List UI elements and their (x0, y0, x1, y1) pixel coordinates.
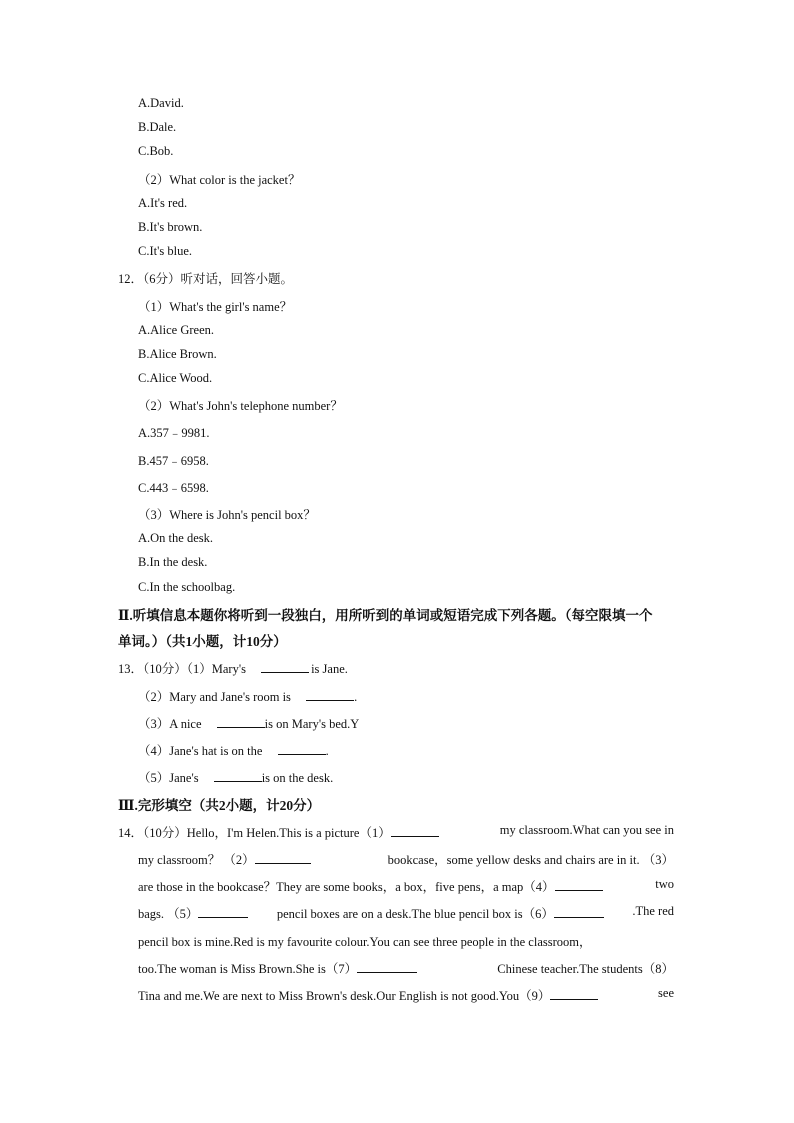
passage-line (138, 986, 674, 1004)
section-heading: Ⅱ.听填信息本题你将听到一段独白，用所听到的单词或短语完成下列各题。（每空限填一个 (118, 608, 653, 623)
option-a: A.David. (138, 96, 184, 110)
blank-1[interactable] (261, 660, 309, 673)
question-header: 12．（6分）听对话，回答小题。 (118, 272, 294, 286)
blank-5[interactable] (214, 769, 262, 782)
option-b: B.It's brown. (138, 220, 203, 234)
fill-text: is on the desk. (261, 771, 334, 785)
blank-6[interactable] (554, 905, 604, 918)
fill-text: . (325, 744, 329, 758)
sub-question: （3）Where is John's pencil box？ (138, 508, 316, 522)
sub-question: （2）What's John's telephone number？ (138, 399, 343, 413)
fill-text: . (354, 690, 358, 704)
blank-7[interactable] (357, 960, 417, 973)
option-a: A.It's red. (138, 196, 188, 210)
blank-1[interactable] (391, 824, 439, 837)
fill-line (138, 768, 333, 786)
fill-text: （4）Jane's hat is on the (138, 744, 263, 758)
blank-3[interactable] (217, 715, 265, 728)
option-c: C.Bob. (138, 144, 174, 158)
passage-text: .The red (632, 904, 674, 918)
fill-text: （2）Mary and Jane's room is (138, 690, 291, 704)
passage-line (118, 823, 674, 841)
option-b: B.Alice Brown. (138, 347, 217, 361)
passage-text: Tina and me.We are next to Miss Brown's desk.Our English is not good.You（9） (138, 989, 551, 1003)
fill-line (138, 714, 359, 732)
blank-2[interactable] (306, 688, 354, 701)
sub-question: （2）What color is the jacket？ (138, 173, 301, 187)
section-heading-cont: 单词。）（共1小题，计10分） (118, 634, 287, 649)
fill-line (138, 687, 357, 705)
passage-text: 14．（10分）Hello，I'm Helen.This is a picture（1） (118, 826, 391, 840)
passage-line (138, 932, 674, 950)
passage-text: see (658, 986, 674, 1000)
passage-text: too.The woman is Miss Brown.She is（7） (138, 962, 358, 976)
passage-line (138, 904, 674, 922)
option-a: A.357﹣9981. (138, 426, 210, 440)
fill-text: （3）A nice (138, 717, 202, 731)
option-c: C.443﹣6598. (138, 481, 209, 495)
passage-text: two (655, 877, 674, 891)
option-c: C.In the schoolbag. (138, 580, 236, 594)
passage-line (138, 850, 674, 868)
fill-line (138, 741, 329, 759)
blank-4[interactable] (555, 878, 603, 891)
blank-9[interactable] (550, 987, 598, 1000)
passage-line (138, 959, 674, 977)
option-a: A.On the desk. (138, 531, 213, 545)
option-b: B.In the desk. (138, 555, 208, 569)
option-c: C.Alice Wood. (138, 371, 213, 385)
passage-text: bags. （5） (138, 907, 199, 921)
fill-text: is on Mary's bed.Y (264, 717, 360, 731)
blank-5[interactable] (198, 905, 248, 918)
fill-line (118, 659, 348, 677)
section-heading: Ⅲ.完形填空（共2小题，计20分） (118, 798, 321, 813)
passage-text: pencil box is mine.Red is my favourite colour.You can see three people in the classroom， (138, 935, 592, 949)
passage-text: my classroom.What can you see in (499, 823, 674, 837)
option-b: B.457﹣6958. (138, 454, 209, 468)
passage-text: my classroom？ （2） (138, 853, 255, 867)
passage-text: pencil boxes are on a desk.The blue pencil box is（6） (276, 907, 554, 921)
fill-text: （5）Jane's (138, 771, 199, 785)
option-a: A.Alice Green. (138, 323, 215, 337)
passage-text: Chinese teacher.The students（8） (497, 962, 674, 976)
fill-text: is Jane. (311, 662, 348, 676)
passage-text: bookcase，some yellow desks and chairs are in it. （3） (387, 853, 674, 867)
option-b: B.Dale. (138, 120, 177, 134)
passage-line (138, 877, 674, 895)
option-c: C.It's blue. (138, 244, 192, 258)
blank-4[interactable] (278, 742, 326, 755)
blank-2[interactable] (255, 851, 311, 864)
sub-question: （1）What's the girl's name？ (138, 300, 293, 314)
fill-text: 13．（10分）（1）Mary's (118, 662, 246, 676)
passage-text: are those in the bookcase？They are some books，a box，five pens，a map（4） (138, 880, 555, 894)
